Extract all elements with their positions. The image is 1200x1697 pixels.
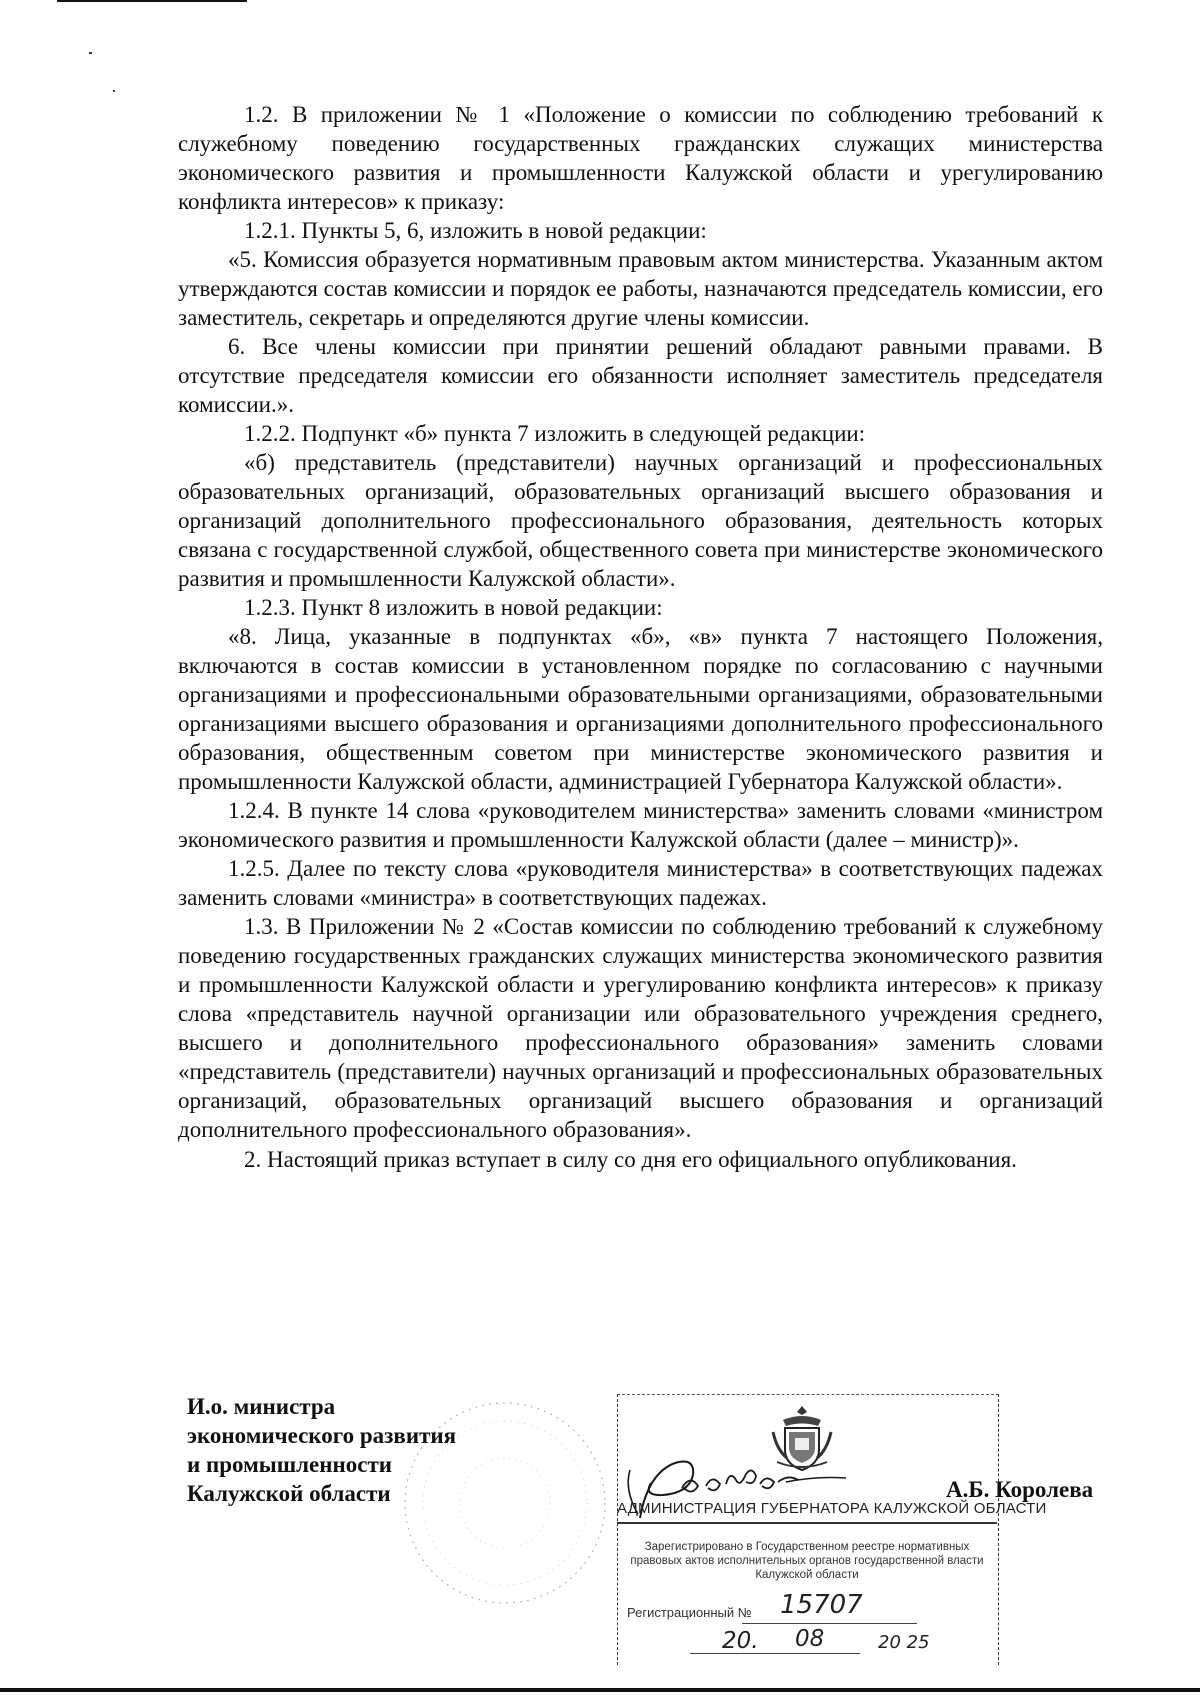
paragraph-1-2-5: 1.2.5. Далее по тексту слова «руководителя министерства» в соответствующих падежах заменить словами «министра» в соответствующих падежах. [178, 856, 1103, 910]
signer-name: А.Б. Королева [946, 1477, 1094, 1502]
paragraph-2: 2. Настоящий приказ вступает в силу со дня его официального опубликования. [244, 1147, 1017, 1172]
paragraph-1-2: 1.2. В приложении № 1 «Положение о комиссии по соблюдению требований к служебному поведению государственных гражданских служащих министерства экономического развития и промышленности Калужской области и урегулированию конфликта интересов» к приказу: [178, 102, 1103, 214]
stamp-registration-text: Зарегистрировано в Государственном реестре нормативных правовых актов исполнительных органов государственной власти Калужской области [630, 1541, 984, 1581]
document-body [178, 100, 1103, 1174]
paragraph-1-3: 1.3. В Приложении № 2 «Состав комиссии по соблюдению требований к служебному поведению государственных гражданских служащих министерства экономического развития и промышленности Калужской области и урегулированию конфликта интересов» к приказу слова «представитель научной организации или образовательного учреждения среднего, высшего и дополнительного профессионального образования» заменить словами «представитель (представители) научных организаций и профессиональных образовательных организаций, образовательных организаций высшего образования и организаций дополнительного профессионального образования». [178, 914, 1103, 1142]
stamp-reg-number: 15707 [780, 1590, 863, 1620]
stamp-reg-number-label: Регистрационный № [627, 1605, 752, 1620]
paragraph-1-2-1: 1.2.1. Пункты 5, 6, изложить в новой редакции: [244, 218, 707, 243]
paragraph-point-6: 6. Все члены комиссии при принятии решений обладают равными правами. В отсутствие председателя комиссии его обязанности исполняет заместитель председателя комиссии.». [178, 334, 1103, 417]
signer-title-line: экономического развития [187, 1423, 457, 1448]
stamp-date-month: 08 [795, 1626, 825, 1652]
stamp-date-line [690, 1653, 860, 1654]
paragraph-1-2-3: 1.2.3. Пункт 8 изложить в новой редакции: [244, 595, 663, 620]
stamp-admin-label: АДМИНИСТРАЦИЯ ГУБЕРНАТОРА КАЛУЖСКОЙ ОБЛАСТИ [617, 1500, 1047, 1517]
paragraph-1-2-4: 1.2.4. В пункте 14 слова «руководителем министерства» заменить словами «министром экономического развития и промышленности Калужской области (далее – министр)». [178, 798, 1103, 852]
paragraph-point-5: «5. Комиссия образуется нормативным правовым актом министерства. Указанным актом утверждаются состав комиссии и порядок ее работы, назначаются председатель комиссии, его заместитель, секретарь и определяются другие члены комиссии. [178, 247, 1103, 330]
paragraph-point-8: «8. Лица, указанные в подпунктах «б», «в» пункта 7 настоящего Положения, включаются в состав комиссии в установленном порядке по согласованию с научными организациями и профессиональными образовательными организациями, образовательными организациями высшего образования и организациями дополнительного профессионального образования, общественным советом при министерстве экономического развития и промышленности Калужской области, администрацией Губернатора Калужской области». [178, 624, 1103, 794]
stamp-divider [617, 1522, 997, 1524]
stamp-date-year: 20 25 [878, 1632, 930, 1653]
signer-title-line: И.о. министра [187, 1394, 336, 1419]
signer-title-line: Калужской области [187, 1481, 391, 1506]
scan-speck [113, 90, 115, 92]
paragraph-subpoint-b: «б) представитель (представители) научных организаций и профессиональных образовательных организаций, образовательных организаций высшего образования и организаций дополнительного профессионального образования, деятельность которых связана с государственной службой, общественного совета при министерстве экономического развития и промышленности Калужской области». [178, 450, 1103, 591]
stamp-reg-number-line [742, 1623, 917, 1624]
paragraph-1-2-2: 1.2.2. Подпункт «б» пункта 7 изложить в следующей редакции: [244, 421, 866, 446]
footer-rule [0, 1688, 1200, 1692]
stamp-date-day: 20. [722, 1628, 759, 1654]
signer-title [187, 1392, 456, 1508]
scan-speck [89, 52, 92, 54]
header-rule [57, 0, 247, 2]
signer-title-line: и промышленности [187, 1452, 393, 1477]
